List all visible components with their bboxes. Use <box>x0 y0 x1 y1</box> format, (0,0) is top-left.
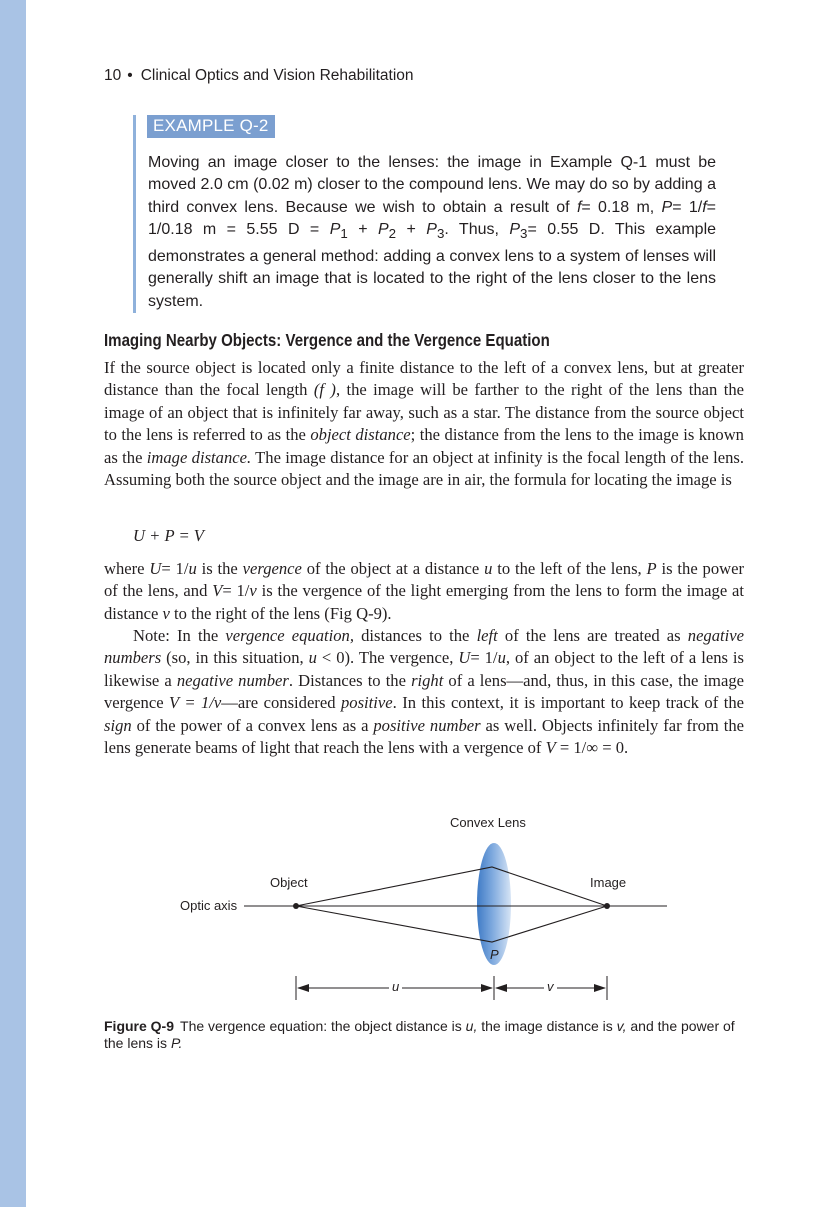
paragraph-2: where U= 1/u is the vergence of the object at a distance u to the left of the lens, P is the power of the lens, and V= 1/v is the vergence of the light emerging from the lens to form the image at distance v to the right of the lens (Fig Q-9). <box>104 559 744 623</box>
lens-diagram <box>170 806 680 1014</box>
object-point <box>293 903 299 909</box>
v-arrow-left <box>495 984 507 992</box>
vergence-equation: U + P = V <box>133 526 204 545</box>
paragraph-1: If the source object is located only a finite distance to the left of a convex lens, but at greater distance than the focal length (f ), the image will be farther to the right of the lens than the image of an object that is infinitely far away, such as a star. The distance from the source object to the lens is referred to as the object distance; the distance from the lens to the image is known as the image distance. The image distance for an object at infinity is the focal length of the lens. Assuming both the source object and the image are in air, the formula for locating the image is <box>104 358 745 490</box>
section-heading: Imaging Nearby Objects: Vergence and the Vergence Equation <box>104 330 550 350</box>
bullet-separator: • <box>127 67 133 84</box>
u-arrow-right <box>481 984 493 992</box>
v-label: v <box>547 979 554 994</box>
figure-number: Figure Q-9 <box>104 1018 175 1034</box>
v-arrow-right <box>594 984 606 992</box>
example-box <box>133 115 726 313</box>
optic-axis-label: Optic axis <box>180 898 238 913</box>
figure-caption: Figure Q-9 The vergence equation: the object distance is u, the image distance is v, and the power of the lens is P. <box>104 1018 735 1051</box>
running-head <box>104 67 414 85</box>
upper-ray <box>296 867 607 906</box>
paragraph-3: Note: In the vergence equation, distances to the left of the lens are treated as negative numbers (so, in this situation, u < 0). The vergence, U= 1/u, of an object to the left of a lens is likewise a negative number. Distances to the right of a lens—and, thus, in this case, the image vergence V = 1/v—are considered positive. In this context, it is important to keep track of the sign of the power of a convex lens as a positive number as well. Objects infinitely far from the lens generate beams of light that reach the lens with a vergence of V = 1/∞ = 0. <box>104 626 745 758</box>
example-text: Moving an image closer to the lenses: the image in Example Q-1 must be moved 2.0 cm (0.02 m) closer to the compound lens. We may do so by adding a third convex lens. Because we wish to obtain a result of f= 0.18 m, P= 1/f= 1/0.18 m = 5.55 $D = P_1 + P_2 + P_3$. Thus, $P_3= 0.55$ D. This example demonstrates a general method: adding a convex lens to a system of lenses will generally shift an image that is located to the right of the lens closer to the lens system. <box>148 154 717 310</box>
lens-diagram-svg <box>170 806 680 1014</box>
running-title: Clinical Optics and Vision Rehabilitation <box>140 67 414 84</box>
u-label: u <box>392 979 400 994</box>
example-label: EXAMPLE Q-2 <box>147 115 275 138</box>
page-edge-strip <box>0 0 26 1207</box>
image-label: Image <box>590 875 627 890</box>
image-point <box>604 903 610 909</box>
u-arrow-left <box>297 984 309 992</box>
power-label: P <box>490 947 499 962</box>
page-number: 10 <box>104 67 122 84</box>
lens-label: Convex Lens <box>450 815 526 830</box>
object-label: Object <box>270 875 308 890</box>
lower-ray <box>296 906 607 942</box>
